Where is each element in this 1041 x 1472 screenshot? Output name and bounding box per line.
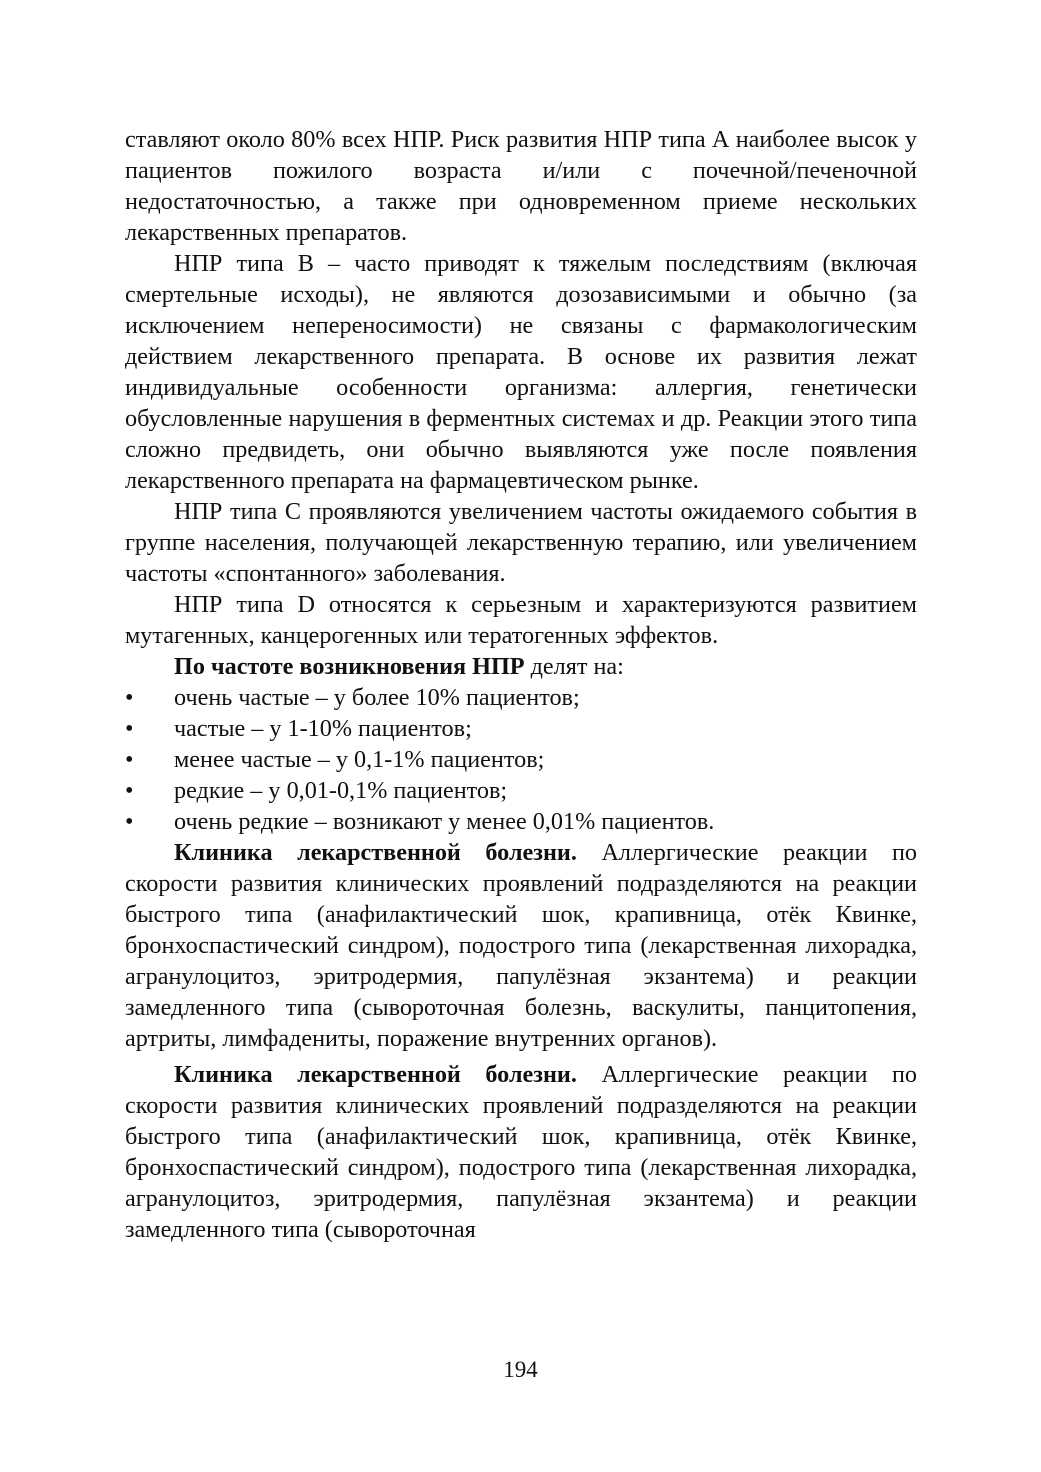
list-item-text: частые – у 1-10% пациентов; [174,715,472,742]
list-item-text: очень частые – у более 10% пациентов; [174,684,580,711]
page-body [125,124,917,1245]
bullet-icon: • [125,715,134,742]
clinic-heading-bold: Клиника лекарственной болезни. [174,1061,577,1088]
paragraph-type-a-continuation: ставляют около 80% всех НПР. Риск развития НПР типа А наиболее высок у пациентов пожилого возраста и/или с почечной/печеночной недостаточностью, а также при одновременном приеме нескольких лекарственных препаратов. [125,126,917,246]
page-number: 194 [503,1357,538,1382]
frequency-heading-rest: делят на: [524,653,624,680]
list-item [125,775,917,806]
list-item-text: менее частые – у 0,1-1% пациентов; [174,746,545,773]
list-item [125,713,917,744]
clinic-text: Аллергические реакции по скорости развития клинических проявлений подразделяются на реакции быстрого типа (анафилактический шок, крапивница, отёк Квинке, бронхоспастический синдром), подострого типа (лекарственная лихорадка, агранулоцитоз, эритродермия, папулёзная экзантема) и реакции замедленного типа (сывороточная болезнь, васкулиты, панцитопения, артриты, лимфадениты, поражение внутренних органов). [125,839,917,1052]
paragraph-type-d: НПР типа D относятся к серьезным и характеризуются развитием мутагенных, канцерогенных или тератогенных эффектов. [125,591,917,649]
paragraph-type-b: НПР типа В – часто приводят к тяжелым последствиям (включая смертельные исходы), не являются дозозависимыми и обычно (за исключением непереносимости) не связаны с фармакологическим действием лекарственного препарата. В основе их развития лежат индивидуальные особенности организма: аллергия, генетически обусловленные нарушения в ферментных системах и др. Реакции этого типа сложно предвидеть, они обычно выявляются уже после появления лекарственного препарата на фармацевтическом рынке. [125,250,917,494]
frequency-heading-bold: По частоте возникновения НПР [174,653,525,680]
list-item [125,806,917,837]
list-item-text: редкие – у 0,01-0,1% пациентов; [174,777,508,804]
list-item-text: очень редкие – возникают у менее 0,01% пациентов. [174,808,715,835]
clinic-paragraph-1 [125,837,917,1054]
frequency-heading [125,651,917,682]
bullet-icon: • [125,777,134,804]
paragraph-type-c: НПР типа С проявляются увеличением частоты ожидаемого события в группе населения, получающей лекарственную терапию, или увеличением частоты «спонтанного» заболевания. [125,498,917,587]
clinic-text: Аллергические реакции по скорости развития клинических проявлений подразделяются на реакции быстрого типа (анафилактический шок, крапивница, отёк Квинке, бронхоспастический синдром), подострого типа (лекарственная лихорадка, агранулоцитоз, эритродермия, папулёзная экзантема) и реакции замедленного типа (сывороточная [125,1061,917,1243]
frequency-list [125,682,917,837]
bullet-icon: • [125,808,134,835]
clinic-paragraph-2 [125,1059,917,1245]
list-item [125,744,917,775]
list-item [125,682,917,713]
bullet-icon: • [125,746,134,773]
clinic-heading-bold: Клиника лекарственной болезни. [174,839,577,866]
bullet-icon: • [125,684,134,711]
